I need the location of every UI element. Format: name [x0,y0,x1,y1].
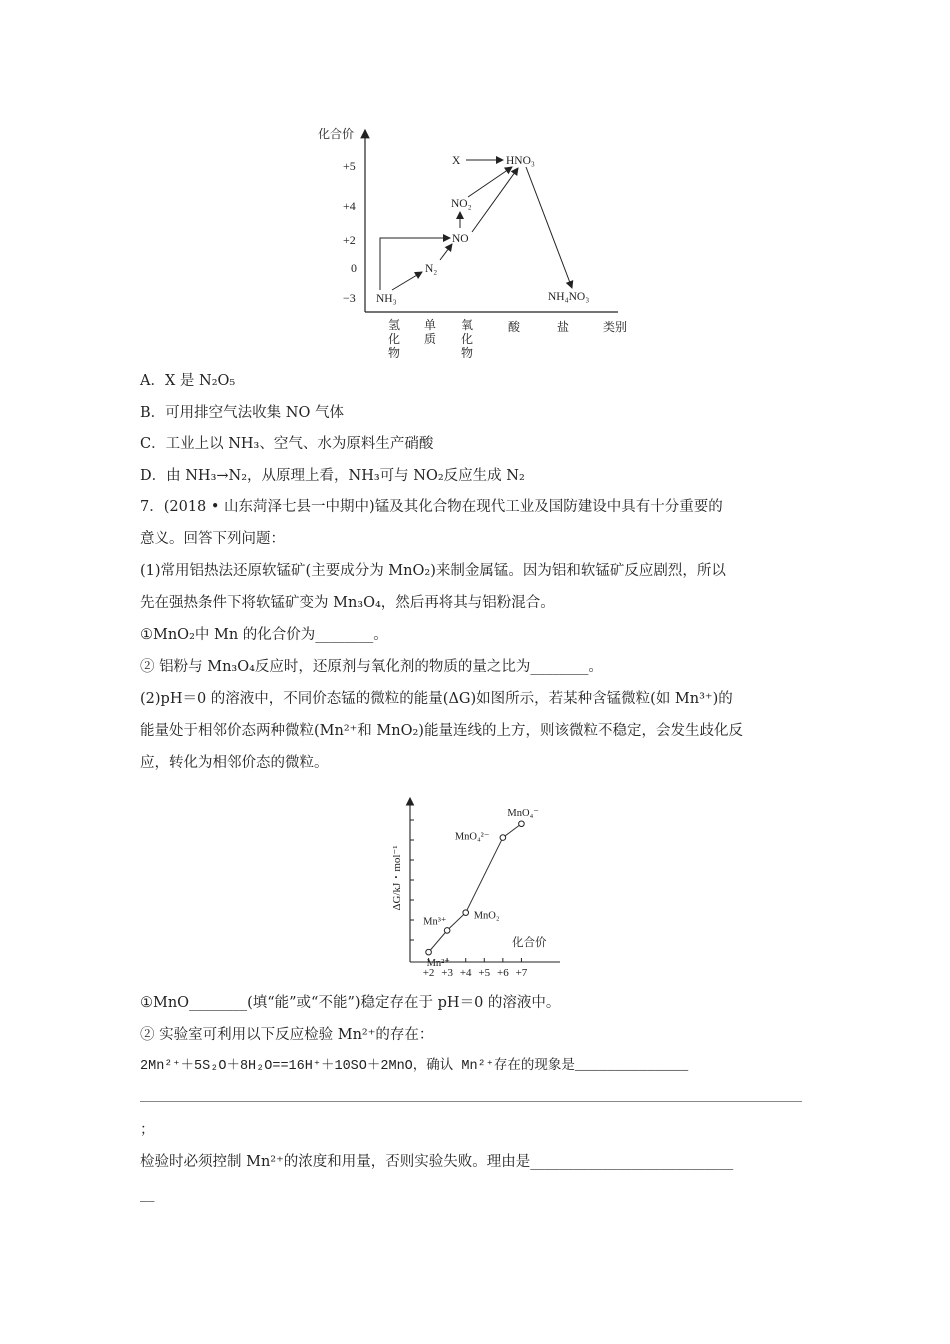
q7-p2-q1: ①MnO________(填“能”或“不能”)稳定存在于 pH＝0 的溶液中。 [140,995,561,1011]
y-tick-plus2: +2 [343,233,356,247]
node-x: X [452,155,461,167]
point-label: MnO₄²⁻ [454,831,490,843]
q7-p2-line2: 能量处于相邻价态两种微粒(Mn²⁺和 MnO₂)能量连线的上方，则该微粒不稳定，会发生歧化反 [140,723,743,739]
data-point [500,835,506,841]
arrow-n2-no [440,244,452,260]
answer-rule [140,1101,802,1102]
option-b: B．可用排空气法收集 NO 气体 [140,405,344,421]
x-cat-salt: 盐 [557,320,570,334]
y-tick-minus3: −3 [343,291,356,305]
node-no: NO [452,233,469,245]
arrow-no-hno3 [472,168,518,232]
node-n2: N₂ [425,263,438,275]
q7-semicolon: ； [140,1122,155,1138]
y-tick-plus4: +4 [343,199,356,213]
x-tick-label: +3 [441,967,454,979]
data-point [463,910,469,916]
point-label: MnO₂ [473,910,500,922]
y-tick-plus5: +5 [343,159,356,173]
q7-equation: 2Mn²⁺＋5S₂O＋8H₂O==16H⁺＋10SO＋2MnO，确认 Mn²⁺存在的现象是______________ [140,1059,689,1074]
q7-p1-q1: ①MnO₂中 Mn 的化合价为________。 [140,627,388,643]
q7-reason: 检验时必须控制 Mn²⁺的浓度和用量，否则实验失败。理由是____________________________ [140,1154,734,1170]
q7-line1: 7．(2018 • 山东菏泽七县一中期中)锰及其化合物在现代工业及国防建设中具有十分重要的 [140,499,723,515]
option-c: C．工业上以 NH₃、空气、水为原料生产硝酸 [140,436,434,452]
chart2-x-label: 化合价 [512,937,547,949]
series-line [429,824,522,952]
q7-p2-line1: (2)pH＝0 的溶液中，不同价态锰的微粒的能量(ΔG)如图所示，若某种含锰微粒(如 Mn³⁺)的 [140,691,733,707]
x-cat-acid: 酸 [508,320,521,334]
point-label: Mn³⁺ [423,916,447,928]
point-label: MnO₄⁻ [507,807,539,819]
x-tick-label: +4 [459,967,472,979]
node-nh4no3: NH₄NO₃ [548,291,590,303]
q7-p2-line3: 应，转化为相邻价态的微粒。 [140,755,329,771]
q7-p1-line1: (1)常用铝热法还原软锰矿(主要成分为 MnO₂)来制金属锰。因为铝和软锰矿反应剧烈，所以 [140,563,726,579]
arrow-nh3-n2 [392,272,422,290]
x-tick-label: +2 [422,967,435,979]
chart2-y-label: ΔG/kJ・mol⁻¹ [391,845,403,911]
y-axis-label: 化合价 [318,127,355,141]
q7-p1-q2: ② 铝粉与 Mn₃O₄反应时，还原剂与氧化剂的物质的量之比为________。 [140,659,603,675]
x-cat-oxide: 氧化物 [461,318,474,360]
option-a: A．X 是 N₂O₅ [140,373,236,389]
option-d: D．由 NH₃→N₂，从原理上看，NH₃可与 NO₂反应生成 N₂ [140,468,525,484]
q7-p2-q2: ② 实验室可利用以下反应检验 Mn²⁺的存在： [140,1027,434,1043]
arrow-no2-hno3 [468,167,512,197]
data-point [426,949,432,955]
node-no2: NO₂ [451,198,472,210]
data-point [444,928,450,934]
y-tick-0: 0 [351,261,357,275]
node-nh3: NH₃ [376,293,397,305]
mn-energy-chart [385,790,565,980]
arrow-hno3-nh4no3 [526,167,572,288]
x-axis-label: 类别 [603,320,628,334]
q7-p1-line2: 先在强热条件下将软锰矿变为 Mn₃O₄，然后再将其与铝粉混合。 [140,595,555,611]
node-hno3: HNO₃ [506,155,535,167]
q7-tail: __ [140,1186,155,1202]
x-cat-element: 单质 [424,318,437,346]
x-tick-label: +6 [496,967,509,979]
point-label: Mn²⁺ [426,958,450,970]
nitrogen-valence-diagram [300,120,660,365]
x-tick-label: +5 [478,967,491,979]
x-cat-hydride: 氢化物 [388,318,401,360]
data-point [519,821,525,827]
q7-line2: 意义。回答下列问题： [140,531,285,547]
x-tick-label: +7 [515,967,528,979]
arrow-nh3-no-via-bracket [380,238,450,290]
